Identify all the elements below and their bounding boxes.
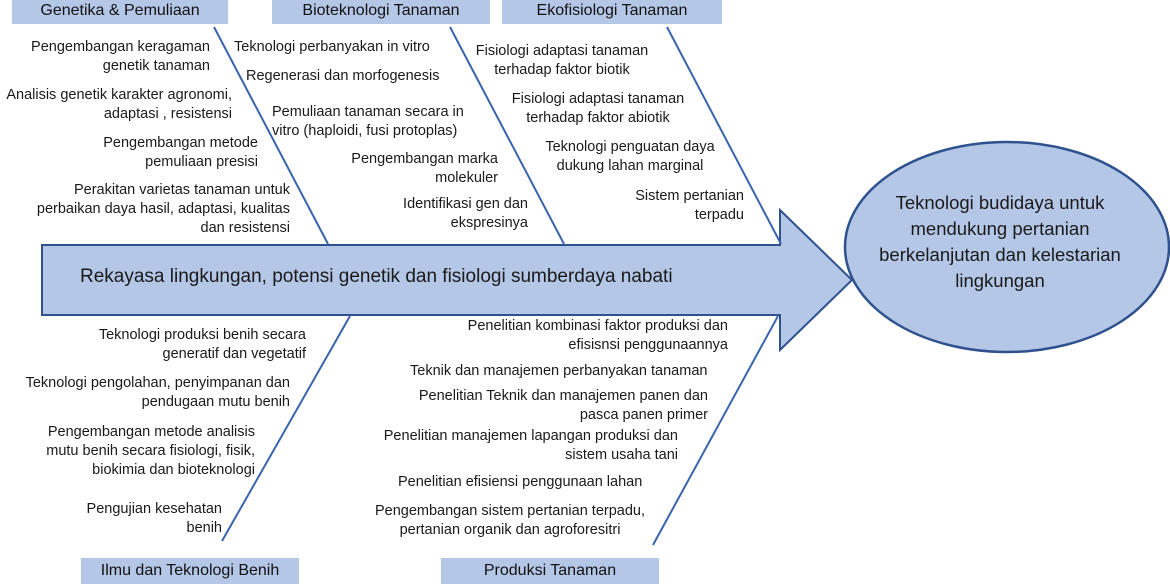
produksi-item: Penelitian efisiensi penggunaan lahan — [398, 474, 643, 490]
produksi-item: Penelitian manajemen lapangan produksi dan sistem usaha tani — [383, 428, 678, 463]
produksi-item: Penelitian kombinasi faktor produksi dan efisisnsi penggunaannya — [467, 318, 728, 353]
category-bioteknologi: Bioteknologi Tanaman — [272, 0, 490, 24]
category-genetika: Genetika & Pemuliaan — [12, 0, 228, 24]
category-produksi: Produksi Tanaman — [441, 558, 659, 584]
bioteknologi-item: Teknologi perbanyakan in vitro — [234, 39, 430, 55]
produksi-item: Teknik dan manajemen perbanyakan tanaman — [410, 363, 708, 379]
genetika-item: Analisis genetik karakter agronomi, adaptasi , resistensi — [6, 87, 232, 122]
produksi-item: Pengembangan sistem pertanian terpadu, pertanian organik dan agroforesitri — [374, 503, 646, 538]
benih-item: Pengujian kesehatan benih — [86, 501, 222, 536]
ekofisiologi-item: Sistem pertanian terpadu — [635, 188, 744, 223]
goal-label: Teknologi budidaya untuk mendukung pertanian berkelanjutan dan kelestarian lingkungan — [879, 192, 1121, 291]
genetika-item: Pengembangan keragaman genetik tanaman — [31, 39, 210, 74]
benih-item: Pengembangan metode analisis mutu benih secara fisiologi, fisik, biokimia dan bioteknologi — [46, 424, 255, 478]
bioteknologi-item: Pengembangan marka molekuler — [351, 151, 498, 186]
benih-item: Teknologi pengolahan, penyimpanan dan pendugaan mutu benih — [25, 375, 290, 410]
genetika-item: Pengembangan metode pemuliaan presisi — [103, 135, 258, 170]
bioteknologi-item: Identifikasi gen dan ekspresinya — [403, 196, 528, 231]
spine-label: Rekayasa lingkungan, potensi genetik dan fisiologi sumberdaya nabati — [80, 266, 673, 287]
benih-item: Teknologi produksi benih secara generatif dan vegetatif — [98, 327, 306, 362]
genetika-item: Perakitan varietas tanaman untuk perbaikan daya hasil, adaptasi, kualitas dan resistensi — [36, 182, 290, 236]
ekofisiologi-item: Teknologi penguatan daya dukung lahan marginal — [545, 139, 715, 174]
ekofisiologi-item: Fisiologi adaptasi tanaman terhadap faktor biotik — [475, 43, 649, 78]
produksi-item: Penelitian Teknik dan manajemen panen dan pasca panen primer — [418, 388, 708, 423]
ekofisiologi-item: Fisiologi adaptasi tanaman terhadap faktor abiotik — [511, 91, 685, 126]
bioteknologi-item: Regenerasi dan morfogenesis — [246, 68, 440, 84]
bioteknologi-item: Pemuliaan tanaman secara in vitro (haploidi, fusi protoplas) — [272, 104, 464, 139]
category-ekofisiologi: Ekofisiologi Tanaman — [502, 0, 722, 24]
category-ilmu-teknologi-benih: Ilmu dan Teknologi Benih — [81, 558, 299, 584]
